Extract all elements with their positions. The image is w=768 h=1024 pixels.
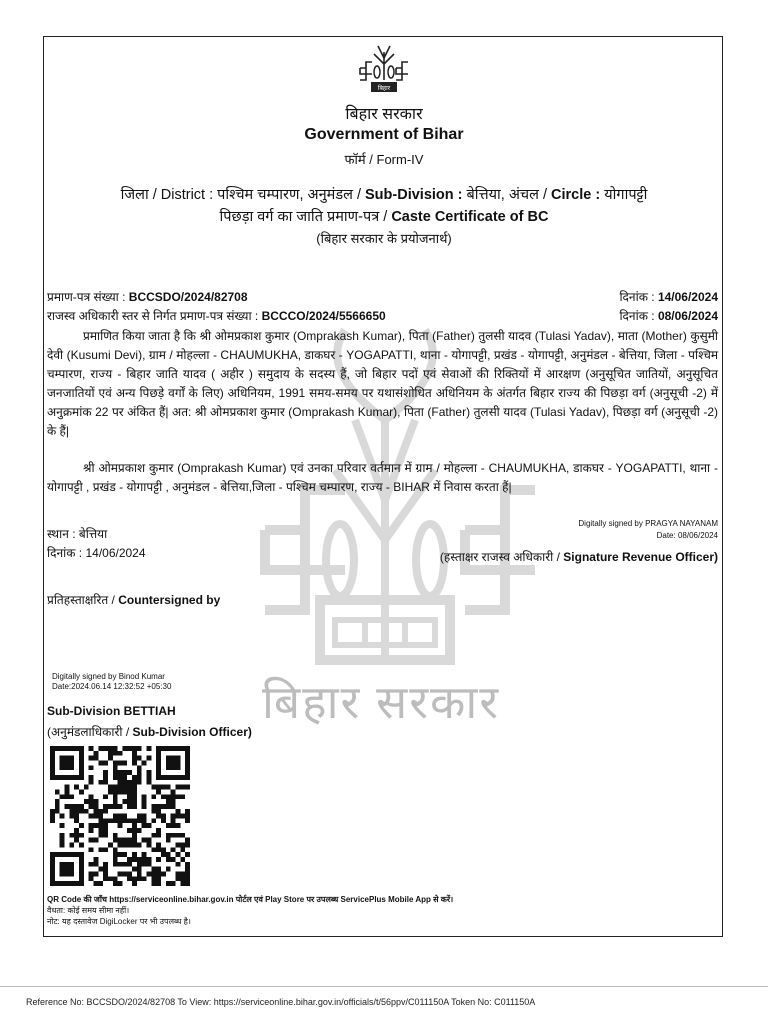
qr-code xyxy=(50,746,190,886)
subdivision-label-en: Sub-Division : xyxy=(365,187,463,203)
certificate-title-english: Caste Certificate of BC xyxy=(391,209,549,225)
subdivision-value: बेत्तिया, xyxy=(466,187,505,203)
certificate-number: प्रमाण-पत्र संख्या : BCCSDO/2024/82708 xyxy=(47,290,248,304)
qr-verification-note: QR Code की जाँच https://serviceonline.bihar.gov.in पोर्टल एवं Play Store पर उपलब्ध ServicePlus Mobile App से करें। xyxy=(47,895,454,904)
digital-signature-revenue-officer: Digitally signed by PRAGYA NAYANAM Date: 08/06/2024 xyxy=(578,519,718,540)
subdivision-label-hi: अनुमंडल / xyxy=(307,187,361,203)
issue-date: दिनांक : 14/06/2024 xyxy=(47,546,146,560)
footer-divider xyxy=(0,986,768,987)
svg-text:बिहार: बिहार xyxy=(377,85,391,92)
certificate-date: दिनांक : 14/06/2024 xyxy=(619,290,718,304)
circle-value: योगापट्टी xyxy=(604,187,648,203)
revenue-officer-title: (हस्ताक्षर राजस्व अधिकारी / Signature Revenue Officer) xyxy=(439,550,718,564)
state-name-english: Government of Bihar xyxy=(304,126,464,143)
footer-reference: Reference No: BCCSDO/2024/82708 To View: https://serviceonline.bihar.gov.in/officials/t/56ppv/C011150A Token No: C011150A xyxy=(26,997,536,1007)
digilocker-note: नोट: यह दस्तावेज DigiLocker पर भी उपलब्ध है। xyxy=(47,917,191,926)
revenue-certificate-number: राजस्व अधिकारी स्तर से निर्गत प्रमाण-पत्र संख्या : BCCCO/2024/5566650 xyxy=(47,309,386,323)
sub-division-office: Sub-Division BETTIAH xyxy=(47,704,176,718)
certificate-purpose: (बिहार सरकार के प्रयोजनार्थ) xyxy=(316,231,452,246)
jurisdiction-line xyxy=(0,184,768,204)
certificate-body-paragraph-2: श्री ओमप्रकाश कुमार (Omprakash Kumar) एवं उनका परिवार वर्तमान में ग्राम / मोहल्ला - CHAUMUKHA, डाकघर - YOGAPATTI, थाना - योगापट्टी , प्रखंड - योगापट्टी , अनुमंडल - बेत्तिया,जिला - पश्चिम चम्पारण, राज्य - BIHAR में निवास करता हैं| xyxy=(47,461,718,494)
state-name-hindi: बिहार सरकार xyxy=(345,106,423,123)
countersigned-label: प्रतिहस्ताक्षरित / Countersigned by xyxy=(47,593,221,607)
validity-note: वैधता: कोई समय सीमा नहीं। xyxy=(47,906,130,915)
revenue-certificate-date: दिनांक : 08/06/2024 xyxy=(619,309,718,323)
certificate-body-paragraph-1: प्रमाणित किया जाता है कि श्री ओमप्रकाश कुमार (Omprakash Kumar), पिता (Father) तुलसी यादव (Tulasi Yadav), माता (Mother) कुसुमी देवी (Kusumi Devi), ग्राम / मोहल्ला - CHAUMUKHA, डाकघर - YOGAPATTI, थाना - योगापट्टी, प्रखंड - योगापट्टी, अनुमंडल - बेत्तिया, जिला - पश्चिम चम्पारण, राज्य - बिहार जाति यादव ( अहीर ) समुदाय के सदस्य हैं, जो बिहार पदों एवं सेवाओं की रिक्तियों में आरक्षण (अनुसूचित जातियों, अनुसूचित जनजातियों एवं अन्य पिछड़े वर्गों के लिए) अधिनियम, 1991 समय-समय पर यथासंशोधित अधिनियम के अंतर्गत बिहार राज्य की पिछड़ा वर्ग (अनुसूची -2) में अनुक्रमांक 22 पर अंकित हैं| अत: श्री ओमप्रकाश कुमार (Omprakash Kumar), पिता (Father) तुलसी यादव (Tulasi Yadav), पिछड़ा वर्ग (अनुसूची -2) के हैं| xyxy=(47,329,718,438)
watermark-text: बिहार सरकार xyxy=(262,676,501,728)
district-label: जिला / District : xyxy=(120,187,214,203)
sdo-designation: (अनुमंडलाधिकारी / Sub-Division Officer) xyxy=(47,725,252,739)
circle-label-hi: अंचल / xyxy=(508,187,547,203)
certificate-title xyxy=(0,206,768,226)
circle-label-en: Circle : xyxy=(551,187,601,203)
place: स्थान : बेत्तिया xyxy=(47,527,108,541)
form-number: फॉर्म / Form-IV xyxy=(344,152,424,167)
district-value: पश्चिम चम्पारण, xyxy=(217,187,304,203)
digital-signature-sdo: Digitally signed by Binod Kumar Date:2024.06.14 12:32:52 +05:30 xyxy=(52,672,172,691)
certificate-title-hindi: पिछड़ा वर्ग का जाति प्रमाण-पत्र / xyxy=(219,209,388,225)
bihar-emblem-icon xyxy=(356,38,412,96)
